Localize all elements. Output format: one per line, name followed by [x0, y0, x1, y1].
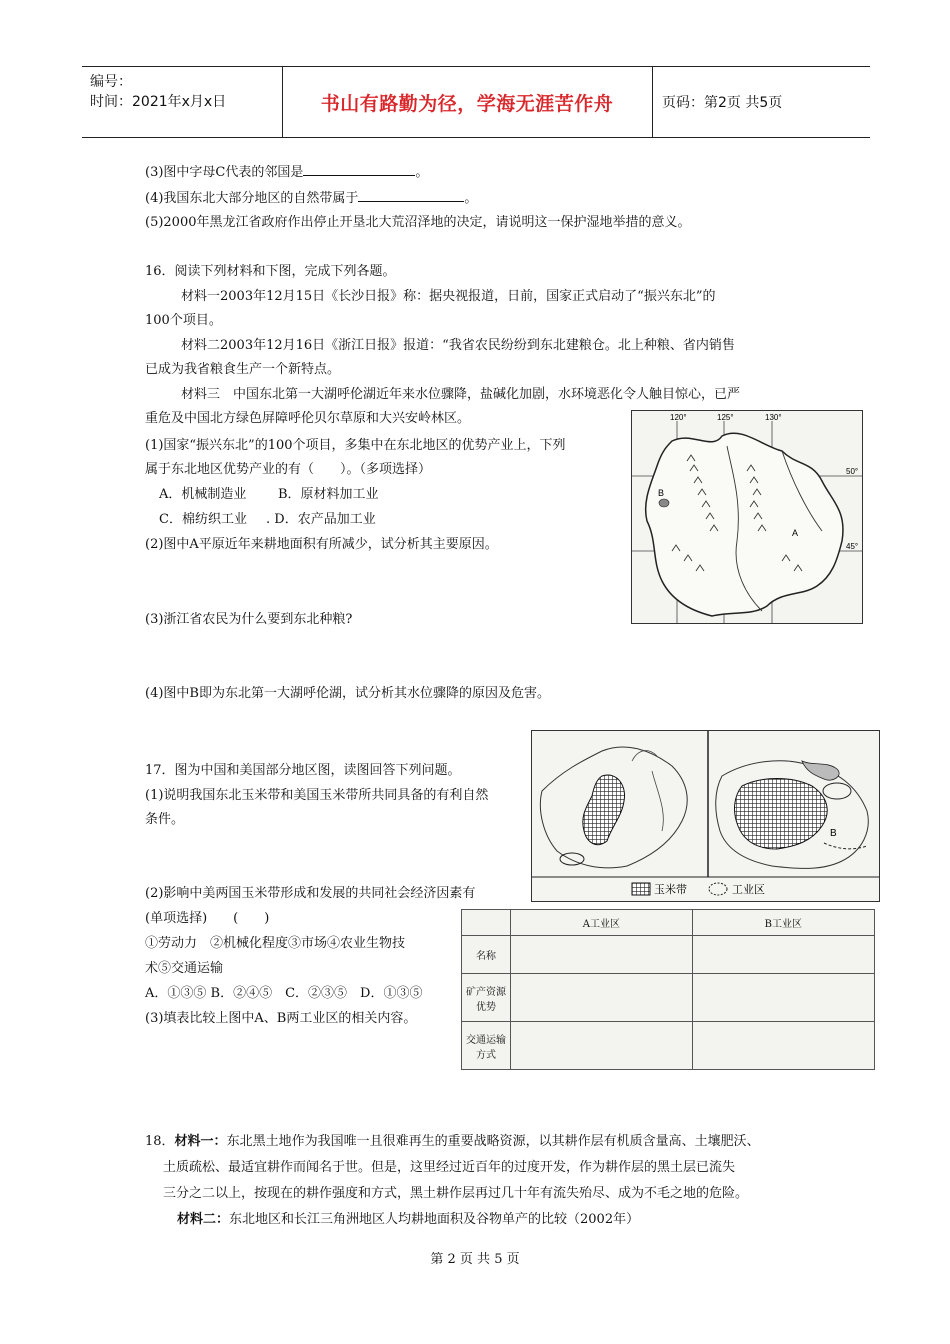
header-right-cell — [652, 67, 870, 137]
map-lon-120: 120° — [670, 413, 687, 422]
industrial-zone-table — [461, 909, 875, 1070]
q16-material3-line2: 重危及中国北方绿色屏障呼伦贝尔草原和大兴安岭林区。 — [145, 411, 471, 426]
corn-map-label-b: B — [830, 828, 837, 839]
q16-option-a: A．机械制造业 — [159, 487, 247, 502]
table-header-b: B工业区 — [692, 910, 874, 936]
legend-industry-label: 工业区 — [732, 883, 765, 896]
q18-material1-line2: 土质疏松、最适宜耕作而闻名于世。但是，这里经过近百年的过度开发，作为耕作层的黑土层已流失 — [163, 1160, 736, 1175]
table-cell-b-transport[interactable] — [692, 1022, 874, 1070]
header-left-cell — [82, 67, 283, 137]
table-row-mineral-label: 矿产资源优势 — [462, 974, 511, 1022]
map-lon-130: 130° — [765, 413, 782, 422]
corn-belt-map-svg — [532, 731, 879, 901]
table-row-transport-label: 交通运输方式 — [462, 1022, 511, 1070]
q16-option-c: C．棉纺织工业 — [159, 512, 247, 527]
q16-material1-line1: 材料一2003年12月15日《长沙日报》称：据央视报道，日前，国家正式启动了“振兴东北”的 — [181, 289, 716, 304]
q16-question4: (4)图中B即为东北第一大湖呼伦湖，试分析其水位骤降的原因及危害。 — [145, 686, 550, 701]
q15-part3: (3)图中字母C代表的邻国是 。 — [145, 162, 428, 182]
q16-question1-line1: (1)国家“振兴东北”的100个项目，多集中在东北地区的优势产业上，下列 — [145, 438, 566, 453]
corn-belt-map — [531, 730, 880, 902]
q18-number: 18． — [145, 1134, 175, 1149]
q16-question3: (3)浙江省农民为什么要到东北种粮? — [145, 612, 353, 627]
q18-material1-label: 材料一： — [174, 1134, 227, 1149]
table-cell-b-name[interactable] — [692, 936, 874, 974]
q16-material2-line2: 已成为我省粮食生产一个新特点。 — [145, 362, 341, 377]
q17-question1-line2: 条件。 — [145, 812, 185, 827]
table-cell-a-name[interactable] — [511, 936, 693, 974]
header-middle-cell — [282, 67, 653, 137]
legend-corn-label: 玉米带 — [654, 883, 687, 896]
q16-option-b: B．原材料加工业 — [278, 487, 379, 502]
q16-question2: (2)图中A平原近年来耕地面积有所减少，试分析其主要原因。 — [145, 537, 498, 552]
q16-material3-line1: 材料三 中国东北第一大湖呼伦湖近年来水位骤降，盐碱化加剧，水环境恶化令人触目惊心，已严 — [181, 387, 741, 402]
q17-intro: 17．图为中国和美国部分地区图，读图回答下列问题。 — [145, 763, 461, 778]
q17-question2-options: A．①③⑤ B．②④⑤ C．②③⑤ D．①③⑤ — [145, 986, 423, 1001]
northeast-china-map — [631, 410, 863, 624]
q18-material2: 材料二：东北地区和长江三角洲地区人均耕地面积及谷物单产的比较（2002年） — [177, 1212, 640, 1227]
q15-part5: (5)2000年黑龙江省政府作出停止开垦北大荒沼泽地的决定，请说明这一保护湿地举措的意义。 — [145, 215, 691, 230]
answer-blank — [358, 188, 464, 202]
answer-blank — [303, 162, 415, 176]
map-label-a: A — [792, 528, 799, 538]
table-cell-b-mineral[interactable] — [692, 974, 874, 1022]
legend-industry-swatch — [709, 883, 727, 895]
q18-material1-line1: 18．材料一：东北黑土地作为我国唯一且很难再生的重要战略资源，以其耕作层有机质含量高、土壤肥沃、 — [145, 1134, 760, 1149]
map-lat-45: 45° — [846, 542, 859, 551]
q16-material1-line2: 100个项目。 — [145, 313, 222, 328]
table-cell-a-transport[interactable] — [511, 1022, 693, 1070]
table-header-a: A工业区 — [511, 910, 693, 936]
table-cell-a-mineral[interactable] — [511, 974, 693, 1022]
q17-question2-line1: (2)影响中美两国玉米带形成和发展的共同社会经济因素有 — [145, 886, 476, 901]
lake-hulun-mark — [659, 499, 669, 507]
q17-question2-line2: (单项选择) ( ) — [145, 911, 270, 926]
page-header — [82, 66, 870, 138]
header-motto: 书山有路勤为径，学海无涯苦作舟 — [320, 92, 614, 115]
serial-label: 编号： — [90, 74, 132, 90]
q16-option-d: . D．农产品加工业 — [266, 512, 376, 527]
q15-part4: (4)我国东北大部分地区的自然带属于 。 — [145, 188, 477, 208]
q17-question1-line1: (1)说明我国东北玉米带和美国玉米带所共同具备的有利自然 — [145, 788, 489, 803]
q16-material2-line1: 材料二2003年12月16日《浙江日报》报道：“我省农民纷纷到东北建粮仓。北上种粮、省内销售 — [181, 338, 735, 353]
q16-intro: 16．阅读下列材料和下图，完成下列各题。 — [145, 264, 396, 279]
map-label-b: B — [658, 488, 665, 498]
q18-material1-line3: 三分之二以上，按现在的耕作强度和方式，黑土耕作层再过几十年有流失殆尽、成为不毛之地的危险。 — [163, 1186, 749, 1201]
map-lat-50: 50° — [846, 467, 859, 476]
northeast-map-svg — [632, 411, 862, 623]
page-footer: 第 2 页 共 5 页 — [430, 1252, 520, 1267]
q18-material2-label: 材料二： — [177, 1212, 230, 1227]
table-corner — [462, 910, 511, 936]
date-label: 时间：2021年x月x日 — [90, 94, 227, 110]
table-row-name-label: 名称 — [462, 936, 511, 974]
map-lon-125: 125° — [717, 413, 734, 422]
q17-question3: (3)填表比较上图中A、B两工业区的相关内容。 — [145, 1011, 417, 1026]
q17-question2-line4: 术⑤交通运输 — [145, 961, 224, 976]
legend-corn-swatch — [632, 883, 650, 895]
page-number-label: 页码：第2页 共5页 — [662, 95, 783, 111]
q17-question2-line3: ①劳动力 ②机械化程度③市场④农业生物技 — [145, 936, 406, 951]
q16-question1-line2: 属于东北地区优势产业的有（ ）。（多项选择） — [145, 462, 432, 477]
